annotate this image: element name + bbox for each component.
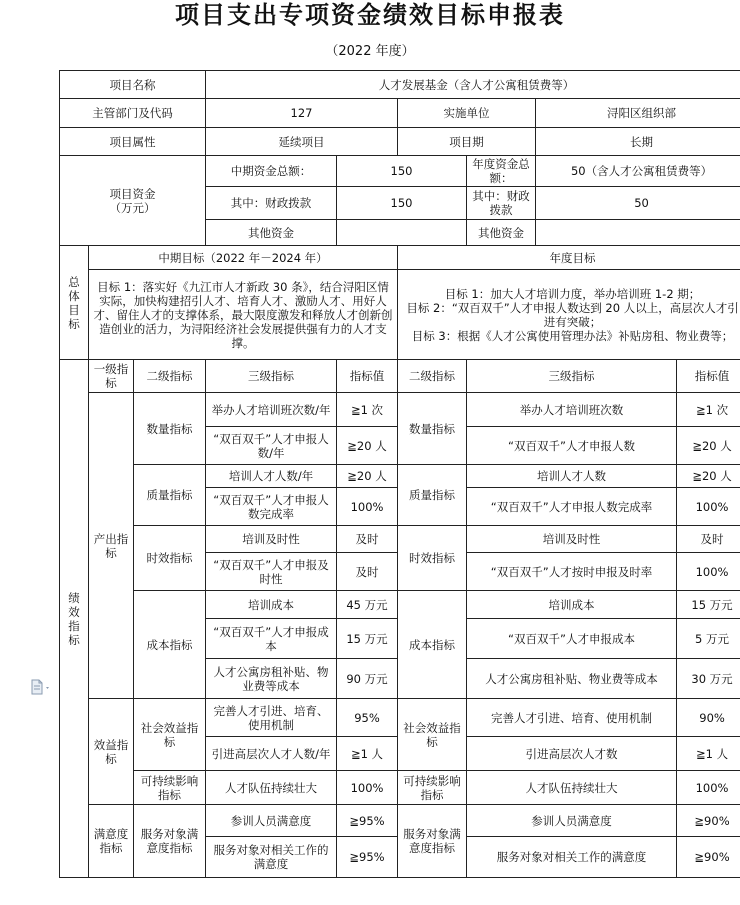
mid-fiscal-value: 150 bbox=[337, 187, 467, 220]
dept-value: 127 bbox=[206, 99, 398, 128]
header-mid-value: 指标值 bbox=[337, 360, 398, 393]
attr-label: 项目属性 bbox=[60, 128, 206, 156]
ann-value-cell: ≧20 人 bbox=[677, 465, 740, 488]
annual-other-value bbox=[536, 220, 740, 246]
period-value: 长期 bbox=[536, 128, 740, 156]
mid-level3-cell: 培训人才人数/年 bbox=[206, 465, 337, 488]
mid-level3-cell: 人才公寓房租补贴、物业费等成本 bbox=[206, 659, 337, 699]
form-title: 项目支出专项资金绩效目标申报表 bbox=[175, 0, 565, 29]
ann-level3-cell: 培训人才人数 bbox=[467, 465, 677, 488]
project-name-label: 项目名称 bbox=[60, 71, 206, 99]
mid-level3-cell: 培训成本 bbox=[206, 591, 337, 619]
ann-value-cell: 5 万元 bbox=[677, 619, 740, 659]
ann-value-cell: ≧90% bbox=[677, 837, 740, 878]
mid-level3-cell: “双百双千”人才申报人数完成率 bbox=[206, 488, 337, 526]
mid-level3-cell: 服务对象对相关工作的满意度 bbox=[206, 837, 337, 878]
ann-level3-cell: 人才公寓房租补贴、物业费等成本 bbox=[467, 659, 677, 699]
ann-value-cell: 15 万元 bbox=[677, 591, 740, 619]
mid-value-cell: 100% bbox=[337, 771, 398, 805]
ann-level3-cell: “双百双千”人才申报成本 bbox=[467, 619, 677, 659]
mid-value-cell: 45 万元 bbox=[337, 591, 398, 619]
mid-level3-cell: 引进高层次人才人数/年 bbox=[206, 737, 337, 771]
mid-value-cell: 95% bbox=[337, 699, 398, 737]
mid-value-cell: 90 万元 bbox=[337, 659, 398, 699]
mid-level3-cell: 举办人才培训班次数/年 bbox=[206, 393, 337, 427]
annual-other-label: 其他资金 bbox=[467, 220, 536, 246]
ann-sustain-label: 可持续影响指标 bbox=[398, 771, 467, 805]
ann-level3-cell: 服务对象对相关工作的满意度 bbox=[467, 837, 677, 878]
mid-quantity-label: 数量指标 bbox=[134, 393, 206, 465]
ann-level3-cell: 培训及时性 bbox=[467, 526, 677, 553]
annual-fiscal-label: 其中：财政拨款 bbox=[467, 187, 536, 220]
mid-goal-header: 中期目标（2022 年－2024 年） bbox=[89, 246, 398, 270]
header-ann-level3: 三级指标 bbox=[467, 360, 677, 393]
mid-value-cell: 及时 bbox=[337, 553, 398, 591]
impl-unit-value: 浔阳区组织部 bbox=[536, 99, 740, 128]
mid-cost-label: 成本指标 bbox=[134, 591, 206, 699]
mid-quality-label: 质量指标 bbox=[134, 465, 206, 526]
overall-goal-label: 总体目标 bbox=[60, 246, 89, 360]
project-name-value: 人才发展基金（含人才公寓租赁费等） bbox=[206, 71, 740, 99]
mid-fiscal-label: 其中：财政拨款 bbox=[206, 187, 337, 220]
benefit-indicator-label: 效益指标 bbox=[89, 699, 134, 805]
ann-level3-cell: 参训人员满意度 bbox=[467, 805, 677, 837]
mid-level3-cell: 完善人才引进、培育、使用机制 bbox=[206, 699, 337, 737]
mid-service-label: 服务对象满意度指标 bbox=[134, 805, 206, 878]
ann-timeliness-label: 时效指标 bbox=[398, 526, 467, 591]
mid-value-cell: ≧1 次 bbox=[337, 393, 398, 427]
mid-total-label: 中期资金总额： bbox=[206, 156, 337, 187]
satisfaction-indicator-label: 满意度指标 bbox=[89, 805, 134, 878]
mid-value-cell: 15 万元 bbox=[337, 619, 398, 659]
ann-level3-cell: 人才队伍持续壮大 bbox=[467, 771, 677, 805]
dept-label: 主管部门及代码 bbox=[60, 99, 206, 128]
ann-level3-cell: “双百双千”人才按时申报及时率 bbox=[467, 553, 677, 591]
ann-level3-cell: 完善人才引进、培育、使用机制 bbox=[467, 699, 677, 737]
ann-value-cell: ≧1 次 bbox=[677, 393, 740, 427]
mid-other-value bbox=[337, 220, 467, 246]
ann-quantity-label: 数量指标 bbox=[398, 393, 467, 465]
ann-value-cell: 及时 bbox=[677, 526, 740, 553]
annual-goal-text: 目标 1：加大人才培训力度，举办培训班 1-2 期； 目标 2：“双百双千”人才申报人数达到 20 人以上，高层次人才引进有突破； 目标 3：根据《人才公寓使用管理办法》补贴房租、物业费等； bbox=[398, 270, 740, 360]
header-level1: 一级指标 bbox=[89, 360, 134, 393]
ann-value-cell: 100% bbox=[677, 771, 740, 805]
ann-value-cell: 30 万元 bbox=[677, 659, 740, 699]
annual-fiscal-value: 50 bbox=[536, 187, 740, 220]
mid-value-cell: ≧1 人 bbox=[337, 737, 398, 771]
ann-value-cell: ≧90% bbox=[677, 805, 740, 837]
mid-value-cell: ≧95% bbox=[337, 805, 398, 837]
mid-level3-cell: “双百双千”人才申报成本 bbox=[206, 619, 337, 659]
mid-value-cell: ≧20 人 bbox=[337, 427, 398, 465]
ann-level3-cell: 引进高层次人才数 bbox=[467, 737, 677, 771]
ann-value-cell: 90% bbox=[677, 699, 740, 737]
mid-total-value: 150 bbox=[337, 156, 467, 187]
annual-goal-header: 年度目标 bbox=[398, 246, 740, 270]
impl-unit-label: 实施单位 bbox=[398, 99, 536, 128]
output-indicator-label: 产出指标 bbox=[89, 393, 134, 699]
ann-service-label: 服务对象满意度指标 bbox=[398, 805, 467, 878]
mid-level3-cell: “双百双千”人才申报人数/年 bbox=[206, 427, 337, 465]
header-mid-level2: 二级指标 bbox=[134, 360, 206, 393]
mid-value-cell: ≧95% bbox=[337, 837, 398, 878]
mid-value-cell: 100% bbox=[337, 488, 398, 526]
period-label: 项目期 bbox=[398, 128, 536, 156]
header-mid-level3: 三级指标 bbox=[206, 360, 337, 393]
mid-level3-cell: 参训人员满意度 bbox=[206, 805, 337, 837]
performance-indicator-label: 绩效指标 bbox=[60, 360, 89, 878]
ann-value-cell: ≧20 人 bbox=[677, 427, 740, 465]
annual-total-value: 50（含人才公寓租赁费等） bbox=[536, 156, 740, 187]
ann-value-cell: 100% bbox=[677, 553, 740, 591]
annual-total-label: 年度资金总额： bbox=[467, 156, 536, 187]
ann-cost-label: 成本指标 bbox=[398, 591, 467, 699]
funds-label: 项目资金 （万元） bbox=[60, 156, 206, 246]
ann-social-label: 社会效益指标 bbox=[398, 699, 467, 771]
form-year: （2022 年度） bbox=[325, 44, 415, 59]
ann-level3-cell: 举办人才培训班次数 bbox=[467, 393, 677, 427]
attr-value: 延续项目 bbox=[206, 128, 398, 156]
mid-level3-cell: “双百双千”人才申报及时性 bbox=[206, 553, 337, 591]
mid-level3-cell: 人才队伍持续壮大 bbox=[206, 771, 337, 805]
header-ann-level2: 二级指标 bbox=[398, 360, 467, 393]
document-icon[interactable] bbox=[31, 679, 53, 695]
mid-social-label: 社会效益指标 bbox=[134, 699, 206, 771]
ann-level3-cell: 培训成本 bbox=[467, 591, 677, 619]
header-ann-value: 指标值 bbox=[677, 360, 740, 393]
ann-level3-cell: “双百双千”人才申报人数 bbox=[467, 427, 677, 465]
mid-value-cell: 及时 bbox=[337, 526, 398, 553]
ann-level3-cell: “双百双千”人才申报人数完成率 bbox=[467, 488, 677, 526]
mid-other-label: 其他资金 bbox=[206, 220, 337, 246]
performance-goal-form bbox=[59, 70, 740, 878]
mid-level3-cell: 培训及时性 bbox=[206, 526, 337, 553]
ann-value-cell: ≧1 人 bbox=[677, 737, 740, 771]
mid-value-cell: ≧20 人 bbox=[337, 465, 398, 488]
mid-timeliness-label: 时效指标 bbox=[134, 526, 206, 591]
ann-quality-label: 质量指标 bbox=[398, 465, 467, 526]
mid-goal-text: 目标 1：落实好《九江市人才新政 30 条》，结合浔阳区情实际，加快构建招引人才、培育人才、激励人才、用好人才、留住人才的支撑体系，最大限度激发和释放人才创新创造创业的活力，为浔阳经济社会发展提供强有力的人才支撑。 bbox=[89, 270, 398, 360]
mid-sustain-label: 可持续影响指标 bbox=[134, 771, 206, 805]
ann-value-cell: 100% bbox=[677, 488, 740, 526]
